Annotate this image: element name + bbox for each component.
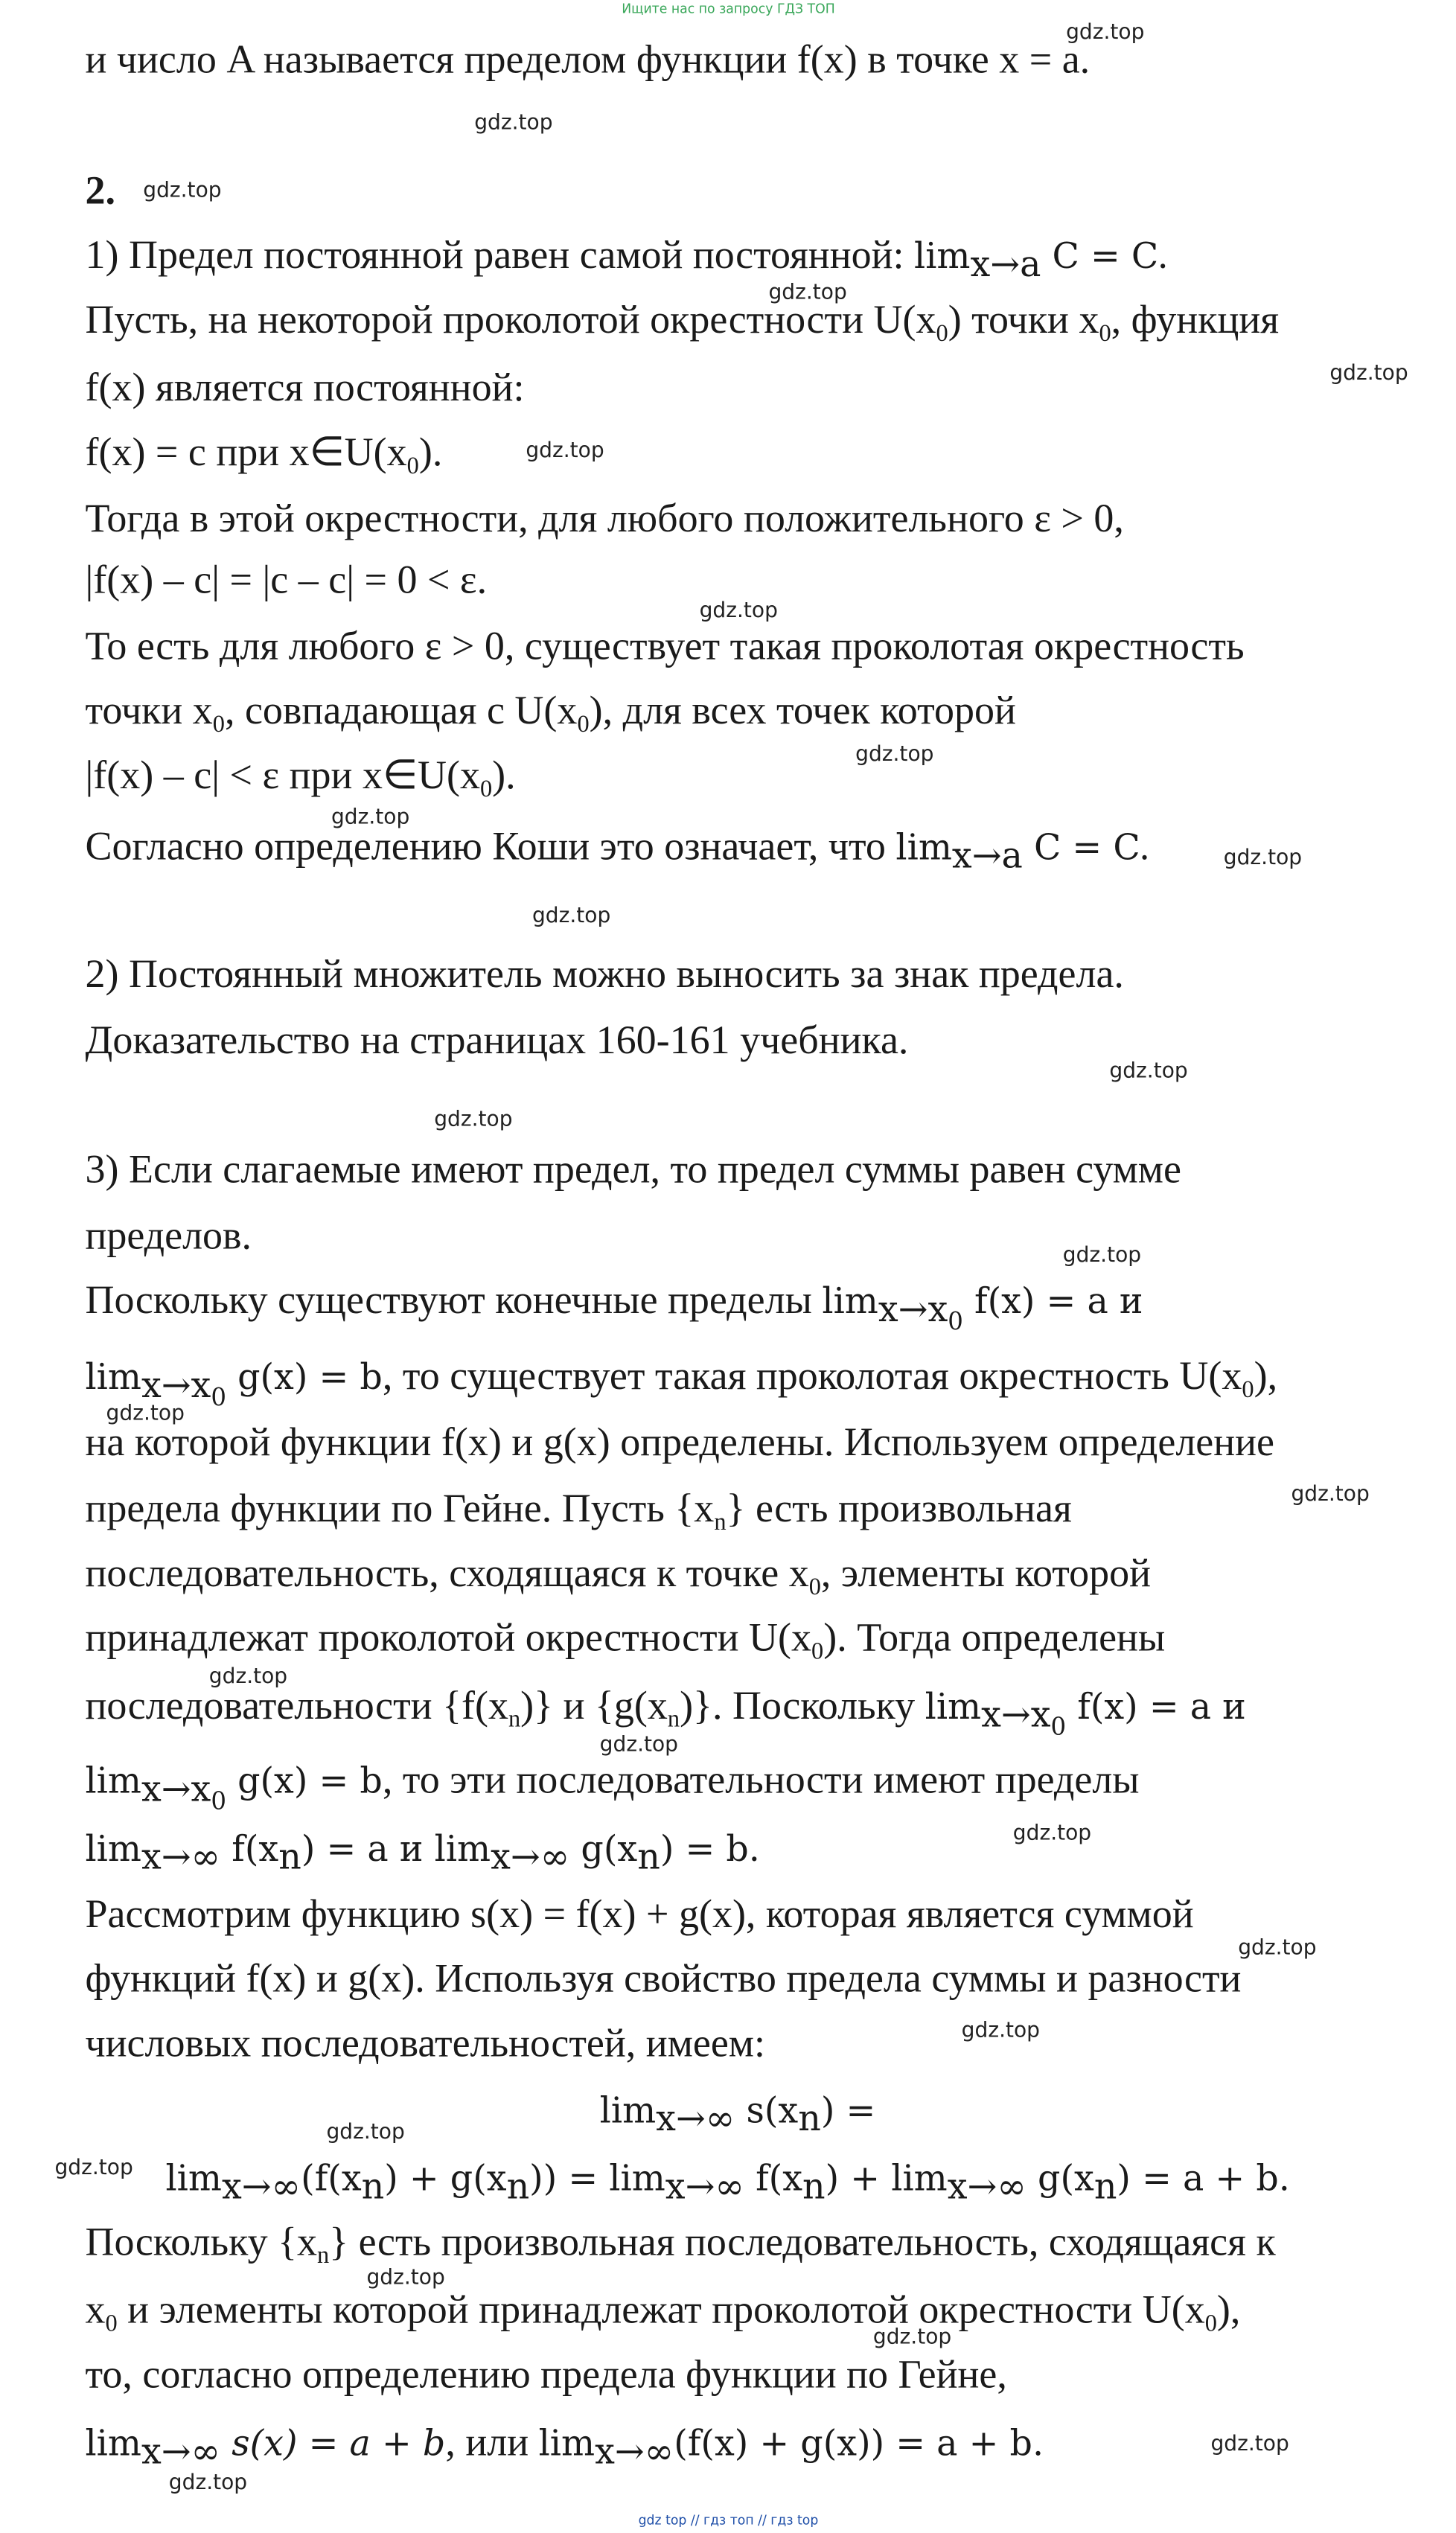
- text-line: 3) Если слагаемые имеют предел, то предел суммы равен сумме: [85, 1148, 1181, 1192]
- watermark: gdz.top: [1238, 1936, 1317, 1961]
- text-line: 1) Предел постоянной равен самой постоянной: $\lim_{x\to a} C = C$.: [85, 234, 1169, 287]
- text-line: Тогда в этой окрестности, для любого положительного ε > 0,: [85, 497, 1124, 541]
- text-line: и число A называется пределом функции f(x) в точке x = a.: [85, 39, 1091, 83]
- top-banner: Ищите нас по запросу ГДЗ ТОП: [622, 1, 835, 16]
- text-line: предела функции по Гейне. Пусть $\{x_n\}$ есть произвольная: [85, 1487, 1072, 1536]
- watermark: gdz.top: [526, 439, 604, 464]
- text-line: последовательность, сходящаяся к точке $x_0$, элементы которой: [85, 1552, 1152, 1601]
- text-line: $\lim_{x\to x_0} g(x) = b$, то существует такая проколотая окрестность $U(x_0)$,: [85, 1355, 1278, 1412]
- text-line: числовых последовательностей, имеем:: [85, 2022, 765, 2066]
- watermark: gdz.top: [1223, 846, 1303, 871]
- watermark: gdz.top: [54, 2156, 133, 2181]
- watermark: gdz.top: [168, 2471, 248, 2496]
- text-line: Рассмотрим функцию s(x) = f(x) + g(x), которая является суммой: [85, 1893, 1194, 1937]
- text-line: Согласно определению Коши это означает, что $\lim_{x\to a} C = C$.: [85, 825, 1151, 878]
- text-line: То есть для любого ε > 0, существует такая проколотая окрестность: [85, 625, 1245, 669]
- watermark: gdz.top: [1210, 2433, 1289, 2457]
- equation-line: $\lim_{x\to\infty}(f(x_n) + g(x_n)) = \lim_{x\to\infty} f(x_n) + \lim_{x\to\infty} g(x_n) = a + b$.: [165, 2159, 1290, 2208]
- watermark: gdz.top: [1109, 1059, 1188, 1085]
- watermark: gdz.top: [855, 743, 934, 767]
- watermark: gdz.top: [1291, 1483, 1370, 1507]
- text-line: точки $x_0$, совпадающая с $U(x_0)$, для всех точек которой: [85, 689, 1016, 738]
- text-line: |f(x) – c| < ε при $x\in U(x_0)$.: [85, 754, 516, 803]
- text-line: на которой функции f(x) и g(x) определены. Используем определение: [85, 1421, 1275, 1466]
- text-line: f(x) = c при $x\in U(x_0)$.: [85, 431, 443, 480]
- watermark: gdz.top: [961, 2019, 1041, 2044]
- watermark: gdz.top: [599, 1733, 679, 1757]
- watermark: gdz.top: [872, 2325, 952, 2351]
- math-lim: lim: [913, 237, 971, 278]
- text-line: 2) Постоянный множитель можно выносить за знак предела.: [85, 953, 1124, 997]
- watermark: gdz.top: [699, 599, 778, 624]
- watermark: gdz.top: [434, 1108, 513, 1133]
- text-line: $\lim_{x\to x_0} g(x) = b$, то эти последовательности имеют пределы: [85, 1759, 1140, 1816]
- watermark: gdz.top: [474, 111, 553, 136]
- watermark: gdz.top: [326, 2121, 405, 2145]
- text-line: $\lim_{x\to\infty} f(x_n) = a$ и $\lim_{x\to\infty} g(x_n) = b$.: [85, 1830, 760, 1879]
- text-line: Поскольку существуют конечные пределы $\lim_{x\to x_0} f(x) = a$ и: [85, 1279, 1143, 1336]
- bottom-banner: gdz top // гдз топ // гдз top: [638, 2513, 819, 2529]
- text-line: f(x) является постоянной:: [85, 366, 525, 411]
- watermark: gdz.top: [208, 1665, 288, 1690]
- watermark: gdz.top: [1062, 1243, 1142, 1268]
- watermark: gdz.top: [531, 904, 611, 929]
- watermark: gdz.top: [331, 805, 410, 831]
- watermark: gdz.top: [143, 179, 222, 204]
- text-line: последовательности $\{f(x_n)\}$ и $\{g(x_n)\}$. Поскольку $\lim_{x\to x_0} f(x) = a$ и: [85, 1684, 1246, 1742]
- text-line: $\lim_{x\to\infty} s(x) = a + b$, или $\lim_{x\to\infty}(f(x) + g(x)) = a + b$.: [85, 2421, 1044, 2473]
- section-number: 2.: [85, 169, 115, 214]
- watermark: gdz.top: [366, 2266, 445, 2291]
- text-line: то, согласно определению предела функции по Гейне,: [85, 2353, 1007, 2398]
- text-line: Пусть, на некоторой проколотой окрестности $U(x_0)$ точки $x_0$, функция: [85, 298, 1280, 348]
- watermark: gdz.top: [1012, 1821, 1092, 1847]
- text-line: Поскольку $\{x_n\}$ есть произвольная последовательность, сходящаяся к: [85, 2220, 1276, 2270]
- text-line: функций f(x) и g(x). Используя свойство предела суммы и разности: [85, 1958, 1242, 2002]
- watermark: gdz.top: [1329, 362, 1408, 386]
- watermark: gdz.top: [1066, 21, 1145, 45]
- text-line: $x_0$ и элементы которой принадлежат проколотой окрестности $U(x_0)$,: [85, 2288, 1241, 2337]
- equation-line: $\lim_{x\to\infty} s(x_n)$ =: [599, 2092, 876, 2141]
- text-line: Доказательство на страницах 160-161 учебника.: [85, 1019, 909, 1063]
- text-line: |f(x) – c| = |c – c| = 0 < ε.: [85, 558, 488, 603]
- watermark: gdz.top: [106, 1402, 185, 1427]
- text-line: пределов.: [85, 1214, 252, 1259]
- text-line: принадлежат проколотой окрестности $U(x_0)$. Тогда определены: [85, 1617, 1166, 1666]
- watermark: gdz.top: [768, 281, 847, 306]
